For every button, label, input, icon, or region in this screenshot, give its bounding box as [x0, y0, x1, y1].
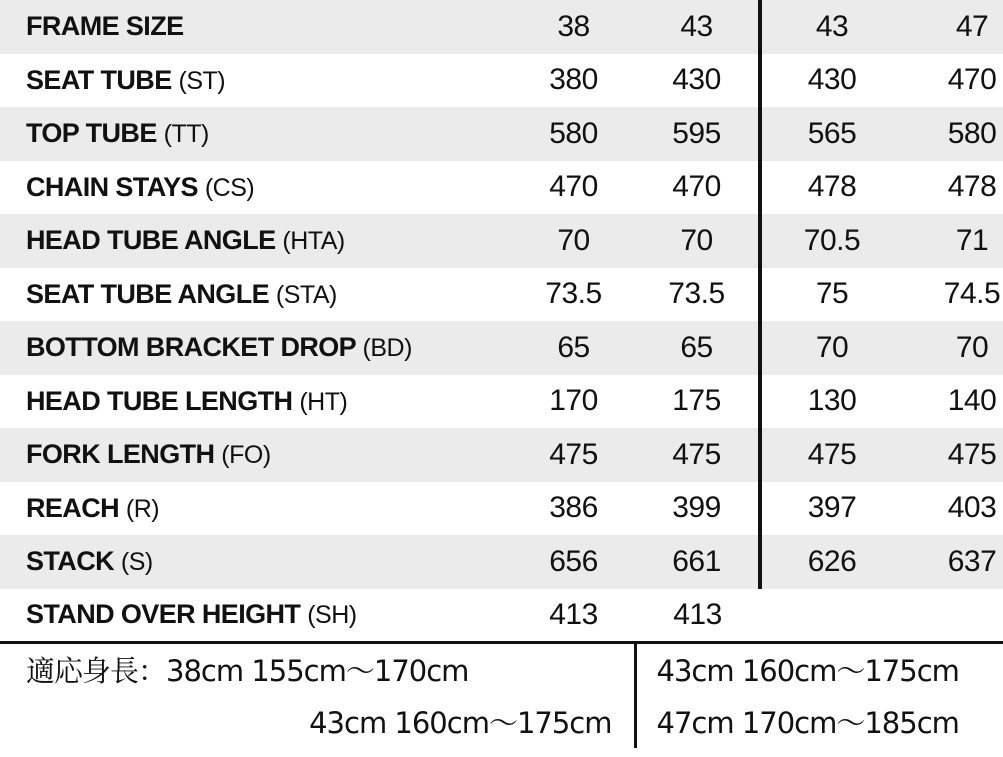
table-row — [0, 321, 1003, 375]
table-cell: 73.5 — [635, 268, 760, 322]
table-cell: 399 — [635, 482, 760, 536]
table-cell: 74.5 — [902, 268, 1003, 322]
table-cell: 380 — [512, 54, 635, 108]
table-cell: 413 — [512, 589, 635, 643]
table-cell: 65 — [635, 321, 760, 375]
table-cell: 661 — [635, 535, 760, 589]
rider-fit-left-1 — [0, 642, 635, 695]
table-row — [0, 375, 1003, 429]
table-row — [0, 535, 1003, 589]
table-row — [0, 589, 1003, 643]
table-row — [0, 268, 1003, 322]
table-cell: 413 — [635, 589, 760, 643]
row-label — [0, 214, 512, 268]
rider-fit-left-2 — [0, 695, 635, 748]
table-cell: 70 — [635, 214, 760, 268]
table-row — [0, 482, 1003, 536]
table-cell: 130 — [760, 375, 902, 429]
table-cell: 70 — [902, 321, 1003, 375]
table-row — [0, 428, 1003, 482]
row-label-text: HEAD TUBE ANGLE — [26, 225, 276, 256]
table-cell: 170 — [512, 375, 635, 429]
row-label-text: STACK — [26, 546, 114, 577]
table-row — [0, 161, 1003, 215]
table-cell: 470 — [512, 161, 635, 215]
table-cell: 475 — [635, 428, 760, 482]
row-label-abbr: (S) — [120, 548, 153, 577]
row-label-text: BOTTOM BRACKET DROP — [26, 332, 356, 363]
row-label-abbr: (FO) — [221, 441, 271, 470]
table-cell: 71 — [902, 214, 1003, 268]
row-label — [0, 375, 512, 429]
rider-fit-title: 適応身長： — [26, 653, 167, 688]
table-cell: 70 — [760, 321, 902, 375]
row-label-abbr: (HTA) — [282, 227, 345, 256]
table-cell: 595 — [635, 107, 760, 161]
table-cell: 75 — [760, 268, 902, 322]
table-row — [0, 107, 1003, 161]
row-label-text: STAND OVER HEIGHT — [26, 599, 301, 629]
table-cell: 47 — [902, 0, 1003, 54]
table-cell: 70 — [512, 214, 635, 268]
row-label — [0, 321, 512, 375]
row-label — [0, 161, 512, 215]
row-label-abbr: (HT) — [299, 387, 348, 416]
table-row — [0, 0, 1003, 54]
table-cell: 140 — [902, 375, 1003, 429]
table-cell: 386 — [512, 482, 635, 536]
row-label — [0, 535, 512, 589]
table-cell: 397 — [760, 482, 902, 536]
row-label-text: FORK LENGTH — [26, 439, 215, 470]
table-row — [0, 214, 1003, 268]
row-label-text: CHAIN STAYS — [26, 171, 198, 202]
table-cell: 478 — [902, 161, 1003, 215]
rider-fit-right-1 — [635, 642, 1003, 695]
table-cell: 175 — [635, 375, 760, 429]
table-cell: 65 — [512, 321, 635, 375]
rider-fit-value: 38cm 155cm〜170cm — [166, 653, 469, 688]
table-cell: 478 — [760, 161, 902, 215]
rider-fit-row — [0, 695, 1003, 748]
row-label — [0, 589, 512, 643]
row-label-abbr: (R) — [125, 494, 160, 523]
row-label-abbr: (STA) — [275, 280, 337, 309]
row-label — [0, 54, 512, 108]
table-cell: 626 — [760, 535, 902, 589]
row-label-abbr: (CS) — [204, 173, 255, 202]
row-label-text: FRAME SIZE — [26, 11, 184, 42]
row-label — [0, 428, 512, 482]
table-cell: 580 — [902, 107, 1003, 161]
table-cell: 70.5 — [760, 214, 902, 268]
table-cell: 656 — [512, 535, 635, 589]
table-cell: 73.5 — [512, 268, 635, 322]
table-cell: 475 — [512, 428, 635, 482]
table-cell: 580 — [512, 107, 635, 161]
row-label-text: SEAT TUBE ANGLE — [26, 278, 270, 309]
table-cell: 470 — [635, 161, 760, 215]
row-label — [0, 107, 512, 161]
table-cell: 637 — [902, 535, 1003, 589]
table-cell — [902, 589, 1003, 643]
row-label-text: REACH — [26, 492, 120, 523]
table-row — [0, 54, 1003, 108]
row-label-text: SEAT TUBE — [26, 64, 172, 95]
row-label — [0, 482, 512, 536]
rider-fit-row — [0, 642, 1003, 695]
rider-fit-value: 47cm 170cm〜185cm — [656, 706, 959, 740]
row-label — [0, 0, 512, 54]
rider-fit-right-2 — [635, 695, 1003, 748]
row-label — [0, 268, 512, 322]
table-cell: 38 — [512, 0, 635, 54]
table-cell: 565 — [760, 107, 902, 161]
row-label-text: TOP TUBE — [26, 118, 157, 149]
table-cell: 470 — [902, 54, 1003, 108]
table-cell: 475 — [760, 428, 902, 482]
table-cell: 43 — [635, 0, 760, 54]
table-cell: 475 — [902, 428, 1003, 482]
row-label-abbr: (ST) — [178, 66, 226, 95]
row-label-abbr: (BD) — [362, 334, 412, 363]
table-cell: 430 — [635, 54, 760, 108]
table-cell: 430 — [760, 54, 902, 108]
row-label-abbr: (TT) — [163, 120, 209, 149]
table-cell: 403 — [902, 482, 1003, 536]
row-label-abbr: (SH) — [307, 601, 357, 629]
rider-fit-value: 43cm 160cm〜175cm — [656, 653, 959, 688]
row-label-text: HEAD TUBE LENGTH — [26, 385, 293, 416]
rider-fit-value: 43cm 160cm〜175cm — [309, 706, 612, 740]
table-cell: 43 — [760, 0, 902, 54]
table-cell — [760, 589, 902, 643]
